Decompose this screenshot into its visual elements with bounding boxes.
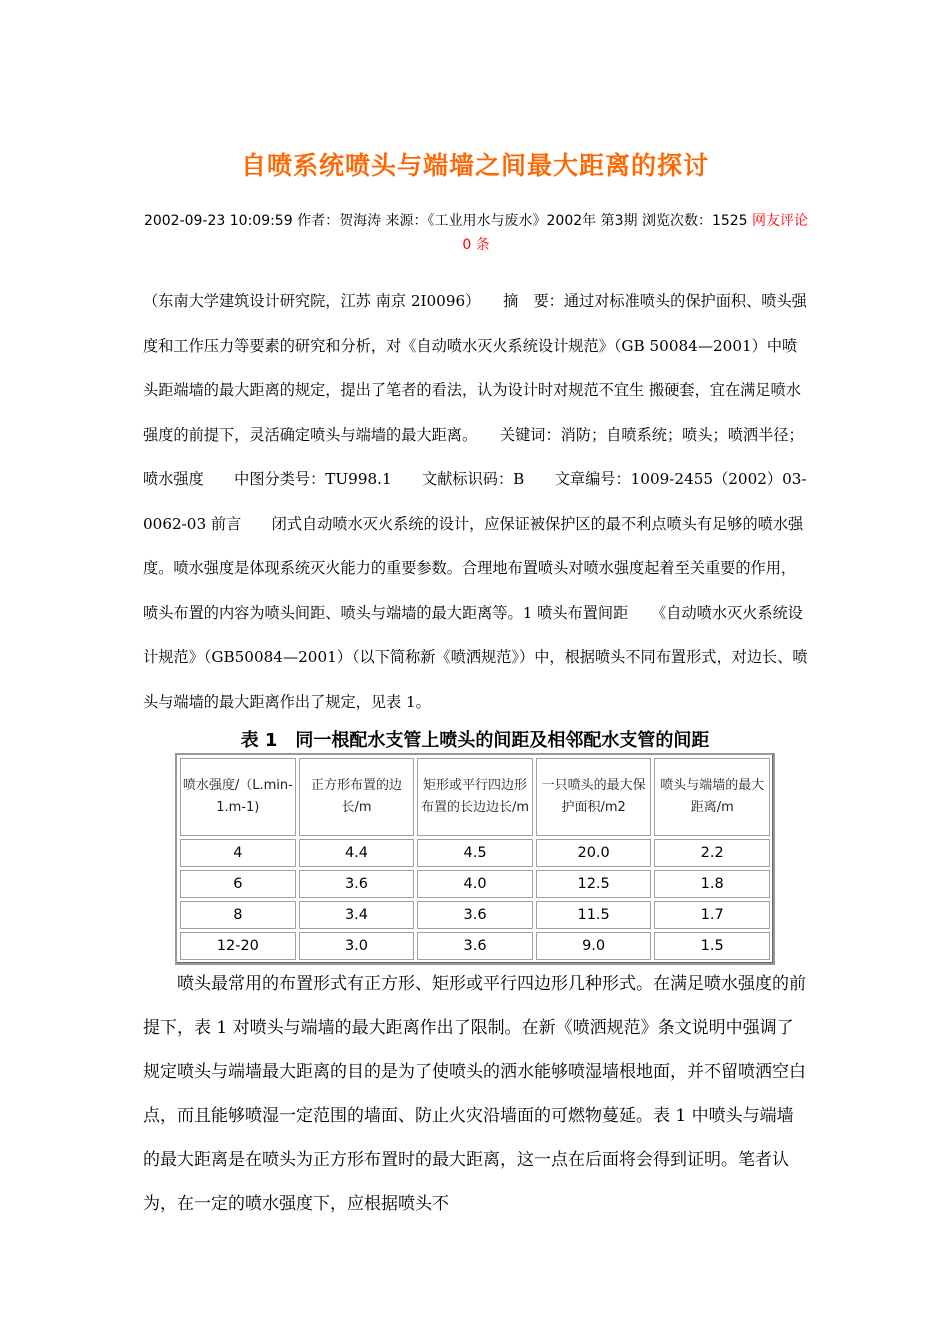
table-caption: 表 1 同一根配水支管上喷头的间距及相邻配水支管的间距 [240,730,710,751]
table-header-cell: 一只喷头的最大保护面积/m2 [536,758,652,836]
table-cell: 4 [180,839,296,867]
table-cell: 11.5 [536,901,652,929]
article-meta [143,209,809,257]
table-cell: 1.5 [654,932,770,960]
table-cell: 2.2 [654,839,770,867]
table-header-cell: 喷水强度/（L.min-1.m-1) [180,758,296,836]
table-row [180,870,770,898]
table-row [180,839,770,867]
table-cell: 20.0 [536,839,652,867]
table-header-cell: 正方形布置的边长/m [299,758,415,836]
table-cell: 3.6 [417,901,533,929]
table-cell: 12.5 [536,870,652,898]
data-table [175,753,775,965]
article-paragraph-2: 喷头最常用的布置形式有正方形、矩形或平行四边形几种形式。在满足喷水强度的前提下，表 1 对喷头与端墙的最大距离作出了限制。在新《喷洒规范》条文说明中强调了规定喷头与端墙最大距离的目的是为了使喷头的洒水能够喷湿墙根地面，并不留喷洒空白点，而且能够喷湿一定范围的墙面、防止火灾沿墙面的可燃物蔓延。表 1 中喷头与端墙的最大距离是在喷头为正方形布置时的最大距离，这一点在后面将会得到证明。笔者认为，在一定的喷水强度下，应根据喷头不 [143,974,806,1214]
comments-link[interactable]: 网友评论 0 条 [462,213,809,253]
table-row [180,932,770,960]
table-header-row [180,758,770,836]
table-cell: 4.4 [299,839,415,867]
table-cell: 1.7 [654,901,770,929]
table-cell: 9.0 [536,932,652,960]
table-cell: 8 [180,901,296,929]
article-paragraph-1: （东南大学建筑设计研究院，江苏 南京 2I0096） 摘 要：通过对标准喷头的保护面积、喷头强度和工作压力等要素的研究和分析，对《自动喷水灭火系统设计规范》（GB 50084—2001）中喷头距端墙的最大距离的规定，提出了笔者的看法，认为设计时对规范不宜生 搬硬套，宜在满足喷水强度的前提下，灵活确定喷头与端墙的最大距离。 关键词：消防；自喷系统；喷头；喷洒半径；喷水强度 中图分类号：TU998.1 文献标识码：B 文章编号：1009-2455（2002）03-0062-03 前言 闭式自动喷水灭火系统的设计，应保证被保护区的最不利点喷头有足够的喷水强度。喷水强度是体现系统灭火能力的重要参数。合理地布置喷头对喷水强度起着至关重要的作用，喷头布置的内容为喷头间距、喷头与端墙的最大距离等。1 喷头布置间距 《自动喷水灭火系统设计规范》（GB50084—2001）（以下简称新《喷洒规范》）中，根据喷头不同布置形式，对边长、喷头与端墙的最大距离作出了规定，见表 1。 [143,292,808,711]
table-cell: 3.6 [299,870,415,898]
table-cell: 4.5 [417,839,533,867]
table-cell: 3.6 [417,932,533,960]
table-header-cell: 喷头与端墙的最大距离/m [654,758,770,836]
table-cell: 1.8 [654,870,770,898]
article-title: 自喷系统喷头与端墙之间最大距离的探讨 [240,151,709,180]
table-cell: 6 [180,870,296,898]
table-cell: 12-20 [180,932,296,960]
table-header-cell: 矩形或平行四边形布置的长边边长/m [417,758,533,836]
table-cell: 4.0 [417,870,533,898]
table-cell: 3.4 [299,901,415,929]
meta-text: 2002-09-23 10:09:59 作者：贺海涛 来源：《工业用水与废水》2002年 第3期 浏览次数：1525 [143,213,753,229]
table-row [180,901,770,929]
table-cell: 3.0 [299,932,415,960]
